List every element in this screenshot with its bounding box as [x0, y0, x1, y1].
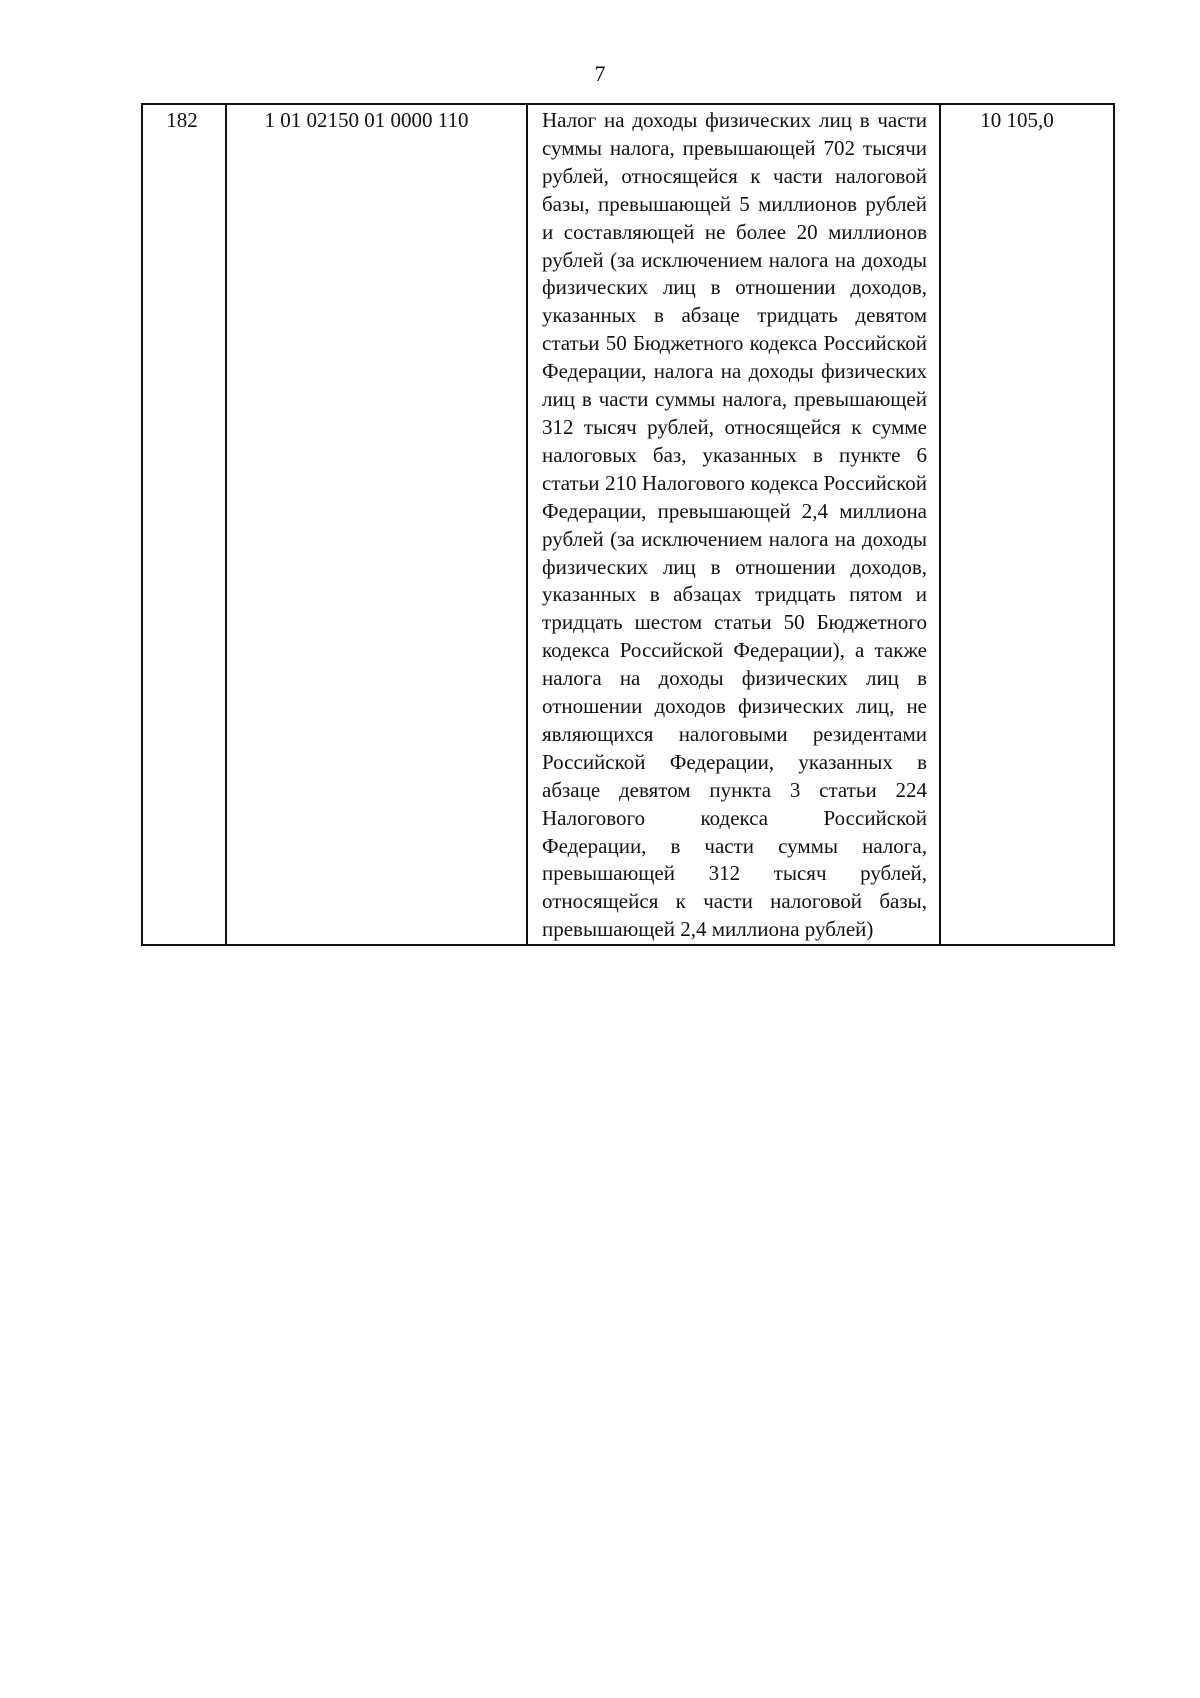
table-row [142, 104, 1114, 945]
page-number: 7 [594, 61, 606, 86]
revenue-table [141, 103, 1115, 946]
admin-code-cell: 182 [142, 104, 226, 945]
amount-cell: 10 105,0 [940, 104, 1114, 945]
budget-code-cell: 1 01 02150 01 0000 110 [226, 104, 527, 945]
income-description-cell: Налог на доходы физических лиц в части суммы налога, превышающей 702 тысячи рублей, относящейся к части налоговой базы, превышающей 5 миллионов рублей и составляющей не более 20 миллионов рублей (за исключением налога на доходы физических лиц в отношении доходов, указанных в абзаце тридцать девятом статьи 50 Бюджетного кодекса Российской Федерации, налога на доходы физических лиц в части суммы налога, превышающей 312 тысяч рублей, относящейся к сумме налоговых баз, указанных в пункте 6 статьи 210 Налогового кодекса Российской Федерации, превышающей 2,4 миллиона рублей (за исключением налога на доходы физических лиц в отношении доходов, указанных в абзацах тридцать пятом и тридцать шестом статьи 50 Бюджетного кодекса Российской Федерации), а также налога на доходы физических лиц в отношении доходов физических лиц, не являющихся налоговыми резидентами Российской Федерации, указанных в абзаце девятом пункта 3 статьи 224 Налогового кодекса Российской Федерации, в части суммы налога, превышающей 312 тысяч рублей, относящейся к части налоговой базы, превышающей 2,4 миллиона рублей) [527, 104, 940, 945]
